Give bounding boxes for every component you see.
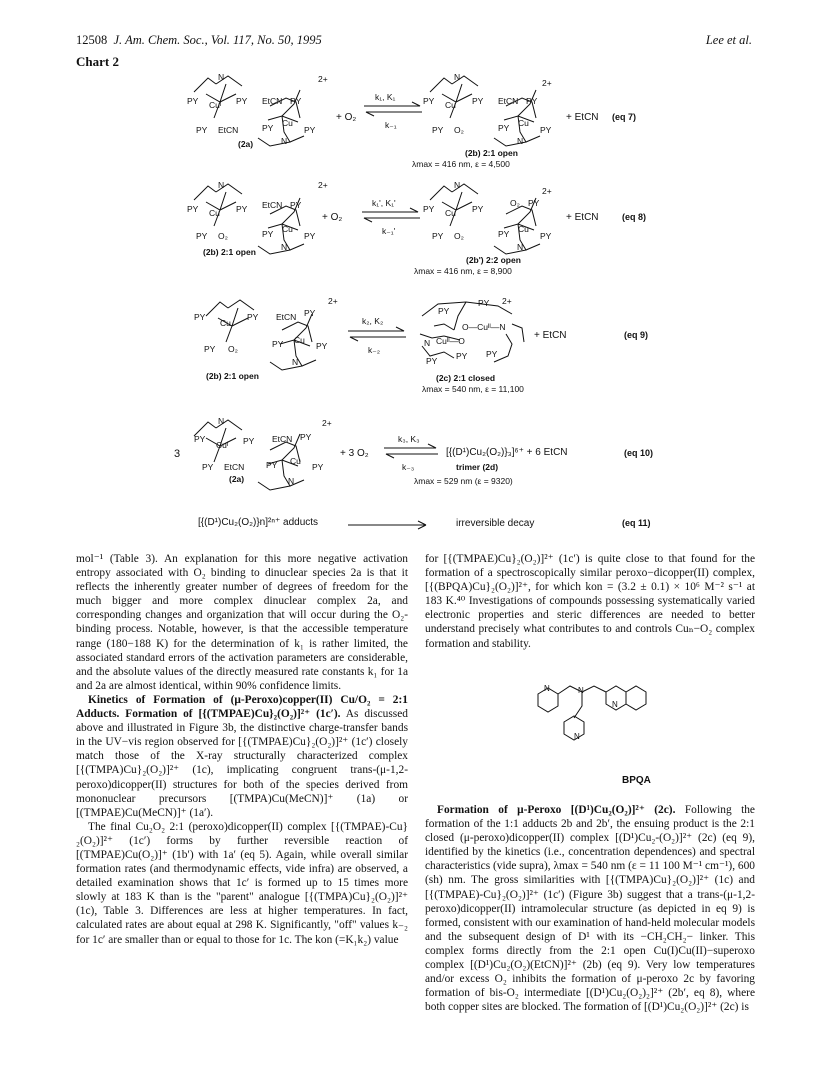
equation-number: (eq 7)	[612, 112, 637, 122]
amine-n-label: N	[578, 686, 584, 695]
equilibrium-arrow	[362, 100, 424, 118]
amine-n-label: N	[218, 416, 225, 426]
dicopper-ligand-drawing	[186, 72, 322, 150]
ligand-label: O₂	[454, 125, 464, 135]
rate-constant-label: k₋₁	[385, 120, 397, 130]
right-column-continued	[425, 803, 755, 1014]
equilibrium-arrow	[346, 325, 408, 343]
py-label: PY	[236, 204, 248, 214]
page-number: 12508	[76, 33, 108, 47]
amine-n-label: N	[574, 732, 580, 741]
charge-label: 2+	[322, 418, 332, 428]
product-label: + EtCN	[566, 212, 599, 223]
amine-n-label: N	[424, 338, 431, 348]
amine-n-label: N	[612, 700, 618, 709]
py-label: PY	[272, 339, 284, 349]
equilibrium-arrow	[382, 442, 440, 460]
py-label: PY	[423, 204, 435, 214]
py-label: PY	[478, 298, 490, 308]
complex-2b-prime-structure	[422, 180, 558, 258]
equation-number: (eq 11)	[622, 518, 651, 528]
py-label: PY	[196, 231, 208, 241]
charge-label: 2+	[542, 78, 552, 88]
ligand-label: O₂	[510, 198, 520, 208]
charge-label: 2+	[502, 296, 512, 306]
cu-label: Cuᴵᴵ—O	[436, 336, 465, 346]
rate-constant-label: k₋₁'	[382, 226, 396, 236]
product-label: irreversible decay	[456, 518, 535, 529]
py-label: PY	[432, 231, 444, 241]
equation-number: (eq 8)	[622, 212, 647, 222]
py-label: PY	[472, 204, 484, 214]
cu-label: Cu	[220, 318, 231, 328]
rate-constant-label: k₃, K₃	[398, 434, 420, 444]
py-label: PY	[423, 96, 435, 106]
rate-constant-label: k₋₂	[368, 345, 381, 355]
cu-label: Cu	[445, 208, 456, 218]
section-heading: Kinetics of Formation of (μ-Peroxo)copper(II) Cu/O₂ = 2:1 Adducts. Formation of [{(TMPAE)Cu}₂(O₂)]²⁺ (1c′).	[76, 693, 408, 721]
py-label: PY	[304, 125, 316, 135]
product-label: [{(D¹)Cu₂(O₂)}₃]⁶⁺ + 6 EtCN	[446, 447, 568, 458]
left-column	[76, 552, 408, 947]
py-label: PY	[426, 356, 438, 366]
amine-n-label: N	[517, 242, 524, 252]
rate-constant-label: k₁, K₁	[375, 92, 396, 102]
charge-label: 2+	[328, 296, 338, 306]
product-label: + EtCN	[534, 330, 567, 341]
cu-label: Cu	[294, 335, 305, 345]
section-heading: Formation of μ-Peroxo [(D¹)Cu₂(O₂)]²⁺ (2c).	[437, 804, 676, 816]
amine-n-label: N	[288, 476, 295, 486]
py-label: PY	[202, 462, 214, 472]
chart-title: Chart 2	[76, 54, 119, 69]
paragraph: Kinetics of Formation of (μ-Peroxo)copper(II) Cu/O₂ = 2:1 Adducts. Formation of [{(TMPAE)Cu}₂(O₂)]²⁺ (1c′). As discussed above and illustrated in Figure 3b, the distinctive charge-transfer bands in the UV−vis region observed for [{(TMPAE)Cu}₂(O₂)]²⁺ (1c′) closely match those of the X-ray structurally characterized complex [{(TMPA)Cu}₂(O₂)]²⁺ (1c), implicating congruent trans-(μ-1,2-peroxo)dicopper(II) structures for both of the species derived from mononuclear precursors [(TMPA)Cu(MeCN)]⁺ (1a) or [(TMPAE)Cu(MeCN)]⁺ (1a′).	[76, 693, 408, 819]
cu-label: Cu	[282, 118, 293, 128]
py-label: PY	[290, 96, 302, 106]
amine-n-label: N	[281, 136, 288, 146]
equation-number: (eq 9)	[624, 330, 649, 340]
bridge-label: O—Cuᴵᴵ—N	[462, 322, 506, 332]
charge-label: 2+	[542, 186, 552, 196]
product-label: + EtCN	[566, 112, 599, 123]
ligand-label: EtCN	[272, 434, 293, 444]
absorbance-label: λmax = 529 nm (ε = 9320)	[414, 476, 513, 486]
reagent-label: + O₂	[322, 212, 343, 223]
reagent-label: + O₂	[336, 112, 357, 123]
rate-constant-label: k₋₃	[402, 462, 415, 472]
ligand-label: EtCN	[218, 125, 239, 135]
cu-label: Cu	[445, 100, 456, 110]
py-label: PY	[304, 231, 316, 241]
cu-label: Cuᴵ	[209, 100, 222, 110]
compound-label: (2b) 2:1 open	[203, 247, 256, 257]
dicopper-ligand-drawing	[422, 180, 558, 258]
equilibrium-arrow	[360, 206, 422, 224]
py-label: PY	[456, 351, 468, 361]
py-label: PY	[540, 231, 552, 241]
compound-label: (2b') 2:2 open	[466, 255, 521, 265]
rate-constant-label: k₁', K₁'	[372, 198, 396, 208]
equation-number: (eq 10)	[624, 448, 654, 458]
complex-2a-structure	[186, 72, 322, 150]
amine-n-label: N	[544, 684, 550, 693]
py-label: PY	[187, 204, 199, 214]
ligand-label: EtCN	[276, 312, 297, 322]
amine-n-label: N	[218, 72, 225, 82]
complex-2b-structure	[422, 72, 558, 150]
py-label: PY	[262, 123, 274, 133]
ligand-label: O₂	[454, 231, 464, 241]
amine-n-label: N	[454, 72, 461, 82]
absorbance-label: λmax = 540 nm, ε = 11,100	[422, 384, 524, 394]
amine-n-label: N	[517, 136, 524, 146]
absorbance-label: λmax = 416 nm, ε = 4,500	[412, 159, 510, 169]
rate-constant-label: k₂, K₂	[362, 316, 384, 326]
compound-label: trimer (2d)	[456, 462, 499, 472]
reagent-label: + 3 O₂	[340, 448, 369, 459]
ligand-label: EtCN	[262, 200, 283, 210]
cu-label: Cu	[209, 208, 220, 218]
py-label: PY	[196, 125, 208, 135]
header-authors: Lee et al.	[705, 33, 752, 47]
amine-n-label: N	[454, 180, 461, 190]
absorbance-label: λmax = 416 nm, ε = 8,900	[414, 266, 512, 276]
py-label: PY	[266, 460, 278, 470]
reactant-label: [{(D¹)Cu₂(O₂)}n]²ⁿ⁺ adducts	[198, 517, 319, 528]
py-label: PY	[187, 96, 199, 106]
compound-label: (2a)	[238, 139, 254, 149]
charge-label: 2+	[318, 180, 328, 190]
running-header	[76, 33, 322, 48]
paragraph: The final Cu₂O₂ 2:1 (peroxo)dicopper(II) complex [{(TMPAE)-Cu}₂(O₂)]²⁺ (1c′) forms by further reversible reaction of [(TMPAE)Cu(O₂)]⁺ (1b′) with 1a′ (eq 5). Again, while overall similar formation rates (and thermodynamic effects, vide infra) are observed, a detailed examination shows that 1c′ is formed up to 15 times more slowly at 183 K than is the "parent" analogue [{(TMPA)Cu}₂(O₂)]²⁺ (1c), Table 3. Differences are less at higher temperatures. In fact, calculated rates are about equal at 298 K. Significantly, "off" values k₋₂ for 1c′ are smaller than or equal to those for 1c. The kon (=K₁k₂) value	[76, 820, 408, 946]
compound-label: (2b) 2:1 open	[206, 371, 259, 381]
ligand-label: O₂	[228, 344, 238, 354]
cu-label: Cu	[290, 456, 301, 466]
reaction-arrow	[346, 520, 430, 530]
paragraph: Formation of μ-Peroxo [(D¹)Cu₂(O₂)]²⁺ (2c). Following the formation of the 1:1 adducts 2b and 2b′, the ensuing product is the 2:1 closed (μ-peroxo)dicopper(II) complex [(D¹)Cu₂-(O₂)]²⁺ (2c) (eq 9), identified by the kinetics (i.e., concentration dependences) and spectral characteristics (vide supra), λmax = 540 nm (ε = 11 100 M⁻¹ cm⁻¹), 600 (sh) nm. The gross similarities with [{(TMPA)Cu}₂(O₂)]²⁺ (1c) and [{(TMPAE)-Cu}₂(O₂)]²⁺ (1c′) (Figure 3b) suggest that a trans-(μ-1,2-peroxo)dicopper(II) intramolecular structure (as depicted in eq 9) is formed, consistent with our examination of hand-held molecular models and the subsequent design of D¹ with its −CH₂CH₂− linker. This complex forms directly from the 2:1 open Cu(I)Cu(II)−superoxo complex [(D¹)Cu₂(O₂)(EtCN)]²⁺ (2b) (eq 9). Very low temperatures and/or excess O₂ inhibits the formation of μ-peroxo 2c by favoring formation of bis-O₂ intermediate [(D¹)Cu₂(O₂)₂]²⁺ (2b′, eq 8), where both copper sites are blocked. The formation of [(D¹)Cu₂(O₂)]²⁺ (2c) is	[425, 804, 755, 1014]
py-label: PY	[243, 436, 255, 446]
py-label: PY	[432, 125, 444, 135]
py-label: PY	[300, 432, 312, 442]
dicopper-ligand-drawing	[186, 416, 322, 494]
py-label: PY	[204, 344, 216, 354]
dicopper-ligand-drawing	[422, 72, 558, 150]
py-label: PY	[236, 96, 248, 106]
py-label: PY	[247, 312, 259, 322]
bpqa-label: BPQA	[622, 775, 651, 786]
py-label: PY	[194, 434, 206, 444]
py-label: PY	[498, 123, 510, 133]
py-label: PY	[194, 312, 206, 322]
cu-label: Cu	[518, 118, 529, 128]
py-label: PY	[312, 462, 324, 472]
py-label: PY	[438, 306, 450, 316]
cu-label: Cuᴵ	[216, 440, 229, 450]
py-label: PY	[528, 198, 540, 208]
py-label: PY	[262, 229, 274, 239]
amine-n-label: N	[218, 180, 225, 190]
cu-label: Cu	[282, 224, 293, 234]
ligand-label: EtCN	[224, 462, 245, 472]
py-label: PY	[526, 96, 538, 106]
journal-citation: J. Am. Chem. Soc., Vol. 117, No. 50, 1995	[113, 33, 322, 47]
complex-2a-structure	[186, 416, 322, 494]
stoichiometric-coefficient: 3	[174, 448, 181, 460]
ligand-label: EtCN	[262, 96, 283, 106]
compound-label: (2a)	[229, 474, 245, 484]
py-label: PY	[316, 341, 328, 351]
py-label: PY	[540, 125, 552, 135]
amine-n-label: N	[281, 242, 288, 252]
ligand-label: EtCN	[498, 96, 519, 106]
py-label: PY	[304, 308, 316, 318]
py-label: PY	[290, 200, 302, 210]
py-label: PY	[472, 96, 484, 106]
charge-label: 2+	[318, 74, 328, 84]
amine-n-label: N	[292, 357, 299, 367]
py-label: PY	[498, 229, 510, 239]
paragraph: for [{(TMPAE)Cu}₂(O₂)]²⁺ (1c′) is quite close to that found for the formation of a spectroscopically similar peroxo−dicopper(II) complex, [{(BPQA)Cu}₂(O₂)]²⁺, for which kon = (3.2 ± 0.1) × 10⁶ M⁻² s⁻¹ at 183 K.⁴⁰ Investigations of compounds possessing systematically varied electronic properties and steric differences are needed to better understand precisely what contributes to and controls Cuₙ−O₂ complex formation and stability.	[425, 553, 755, 650]
paragraph: mol⁻¹ (Table 3). An explanation for this more negative activation entropy associated with O₂ binding to dinuclear species 2a is that it reflects the inherently greater number of degrees of freedom for the much bigger and more complex dinuclear complex 2a, and corresponding changes and organization that will occur during the O₂-binding process. Notable, however, is that the accessible temperature range (180−188 K) for the determination of k₁ is rather limited, the associated standard errors of the activation parameters are considerable, and the absolute values of the directly measured rate constants k₁ for 1a and 2a are almost identical, within 90% confidence limits.	[76, 553, 408, 692]
compound-label: (2c) 2:1 closed	[436, 373, 496, 383]
ligand-label: O₂	[218, 231, 228, 241]
compound-label: (2b) 2:1 open	[465, 148, 518, 158]
py-label: PY	[486, 349, 498, 359]
cu-label: Cu	[518, 224, 529, 234]
right-column	[425, 552, 755, 651]
